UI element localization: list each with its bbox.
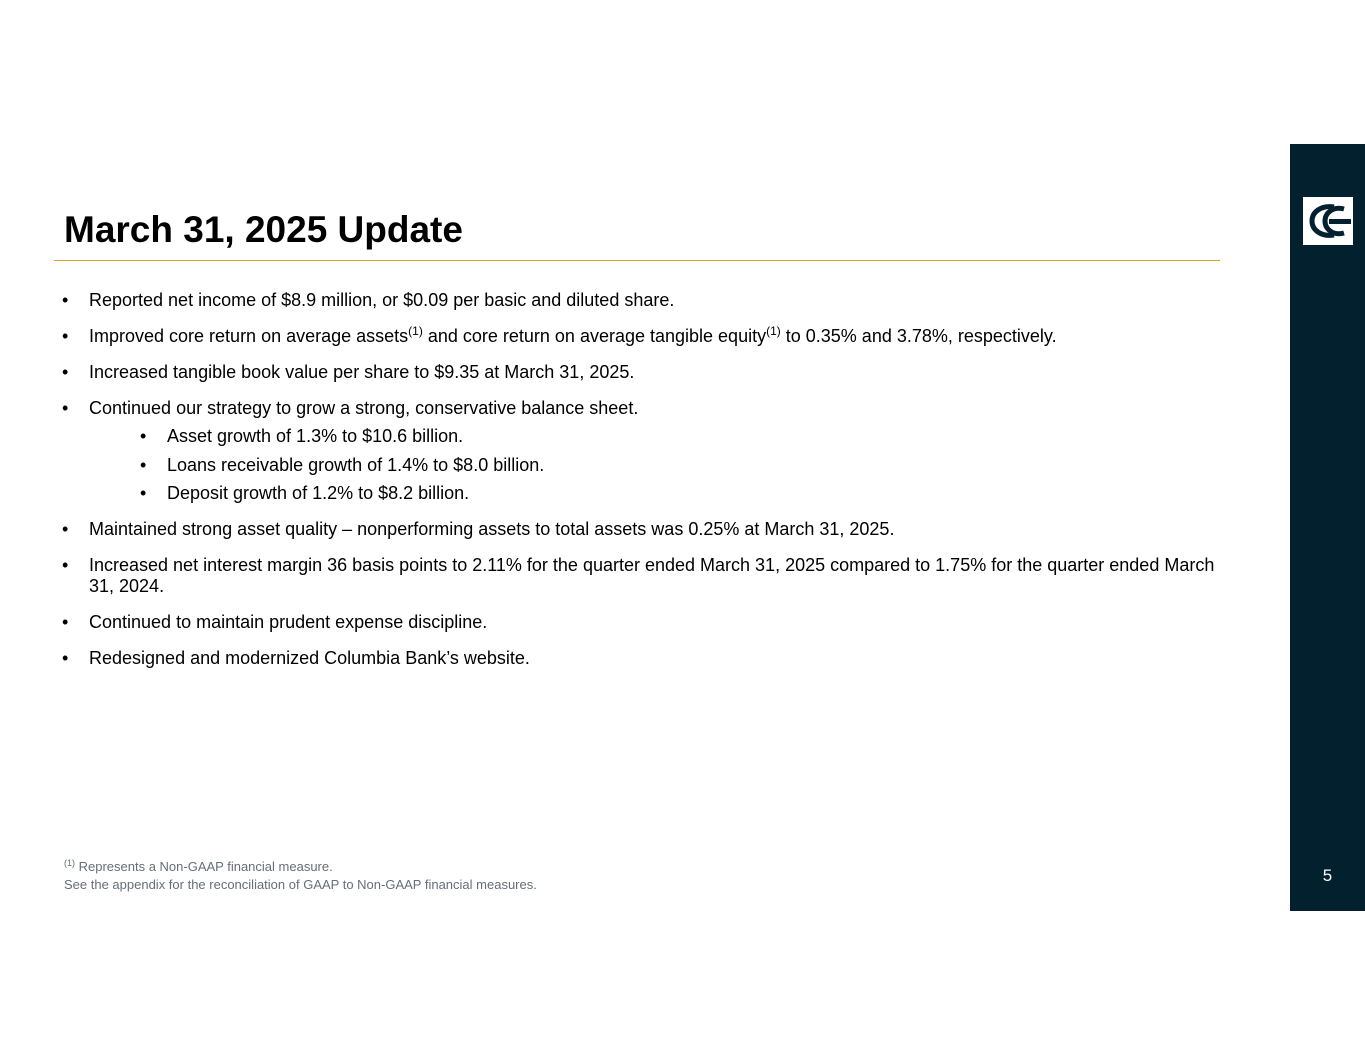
bullet-dot: •	[62, 398, 69, 418]
bullet-item	[62, 326, 1222, 347]
bullet-item	[62, 612, 1222, 633]
bullet-dot: •	[140, 426, 147, 446]
columbia-bank-logo-icon	[1303, 197, 1353, 245]
bullet-text: Increased tangible book value per share to $9.35 at March 31, 2025.	[89, 362, 635, 382]
page-number: 5	[1322, 866, 1333, 885]
footnote-marker: (1)	[408, 324, 423, 338]
bullet-item	[62, 519, 1222, 540]
footnote-line: See the appendix for the reconciliation of GAAP to Non-GAAP financial measures.	[64, 877, 537, 892]
bullet-text: Continued to maintain prudent expense discipline.	[89, 612, 488, 632]
bullet-text-part: to 0.35% and 3.78%, respectively.	[780, 326, 1057, 346]
bullet-item	[62, 290, 1222, 311]
bullet-text: Maintained strong asset quality – nonperforming assets to total assets was 0.25% at March 31, 2025.	[89, 519, 895, 539]
bullet-dot: •	[62, 290, 69, 310]
footnote-marker: (1)	[766, 324, 781, 338]
bullet-dot: •	[62, 362, 69, 382]
bullet-dot: •	[62, 612, 69, 632]
bullet-item	[62, 398, 1222, 504]
sub-bullet-text: Deposit growth of 1.2% to $8.2 billion.	[167, 483, 470, 503]
bullet-text: Continued our strategy to grow a strong, conservative balance sheet.	[89, 398, 639, 418]
title-divider	[54, 260, 1220, 261]
brand-sidebar	[1290, 144, 1365, 911]
sub-bullet-text: Loans receivable growth of 1.4% to $8.0 billion.	[167, 454, 545, 475]
bullet-dot: •	[62, 326, 69, 346]
bullet-dot: •	[62, 555, 69, 575]
footnote-marker: (1)	[64, 858, 75, 868]
bullet-text: Increased net interest margin 36 basis points to 2.11% for the quarter ended March 31, 2025 compared to 1.75% for the quarter ended March 31, 2024.	[89, 555, 1215, 596]
bullet-dot: •	[62, 519, 69, 539]
footnote-line	[64, 858, 537, 876]
bullet-dot: •	[140, 454, 147, 475]
sub-bullet-item	[140, 426, 1222, 447]
page-title: March 31, 2025 Update	[64, 209, 463, 250]
footnote-text: Represents a Non-GAAP financial measure.	[75, 859, 333, 874]
bullet-item	[62, 648, 1222, 669]
sub-bullet-item	[140, 483, 1222, 504]
bullet-text: Reported net income of $8.9 million, or $0.09 per basic and diluted share.	[89, 290, 675, 310]
bullet-list	[62, 290, 1222, 684]
bullet-item	[62, 555, 1222, 597]
bullet-text-part: Improved core return on average assets	[89, 326, 409, 346]
bullet-dot: •	[140, 483, 147, 503]
bullet-dot: •	[62, 648, 69, 668]
bullet-item	[62, 362, 1222, 383]
sub-bullet-item	[140, 455, 1222, 476]
sub-bullet-list	[89, 426, 1222, 504]
footnote	[64, 858, 537, 894]
bullet-text	[89, 326, 1057, 346]
bullet-text-part: and core return on average tangible equity	[422, 326, 767, 346]
bullet-text: Redesigned and modernized Columbia Bank’s website.	[89, 648, 530, 668]
sub-bullet-text: Asset growth of 1.3% to $10.6 billion.	[167, 426, 464, 446]
